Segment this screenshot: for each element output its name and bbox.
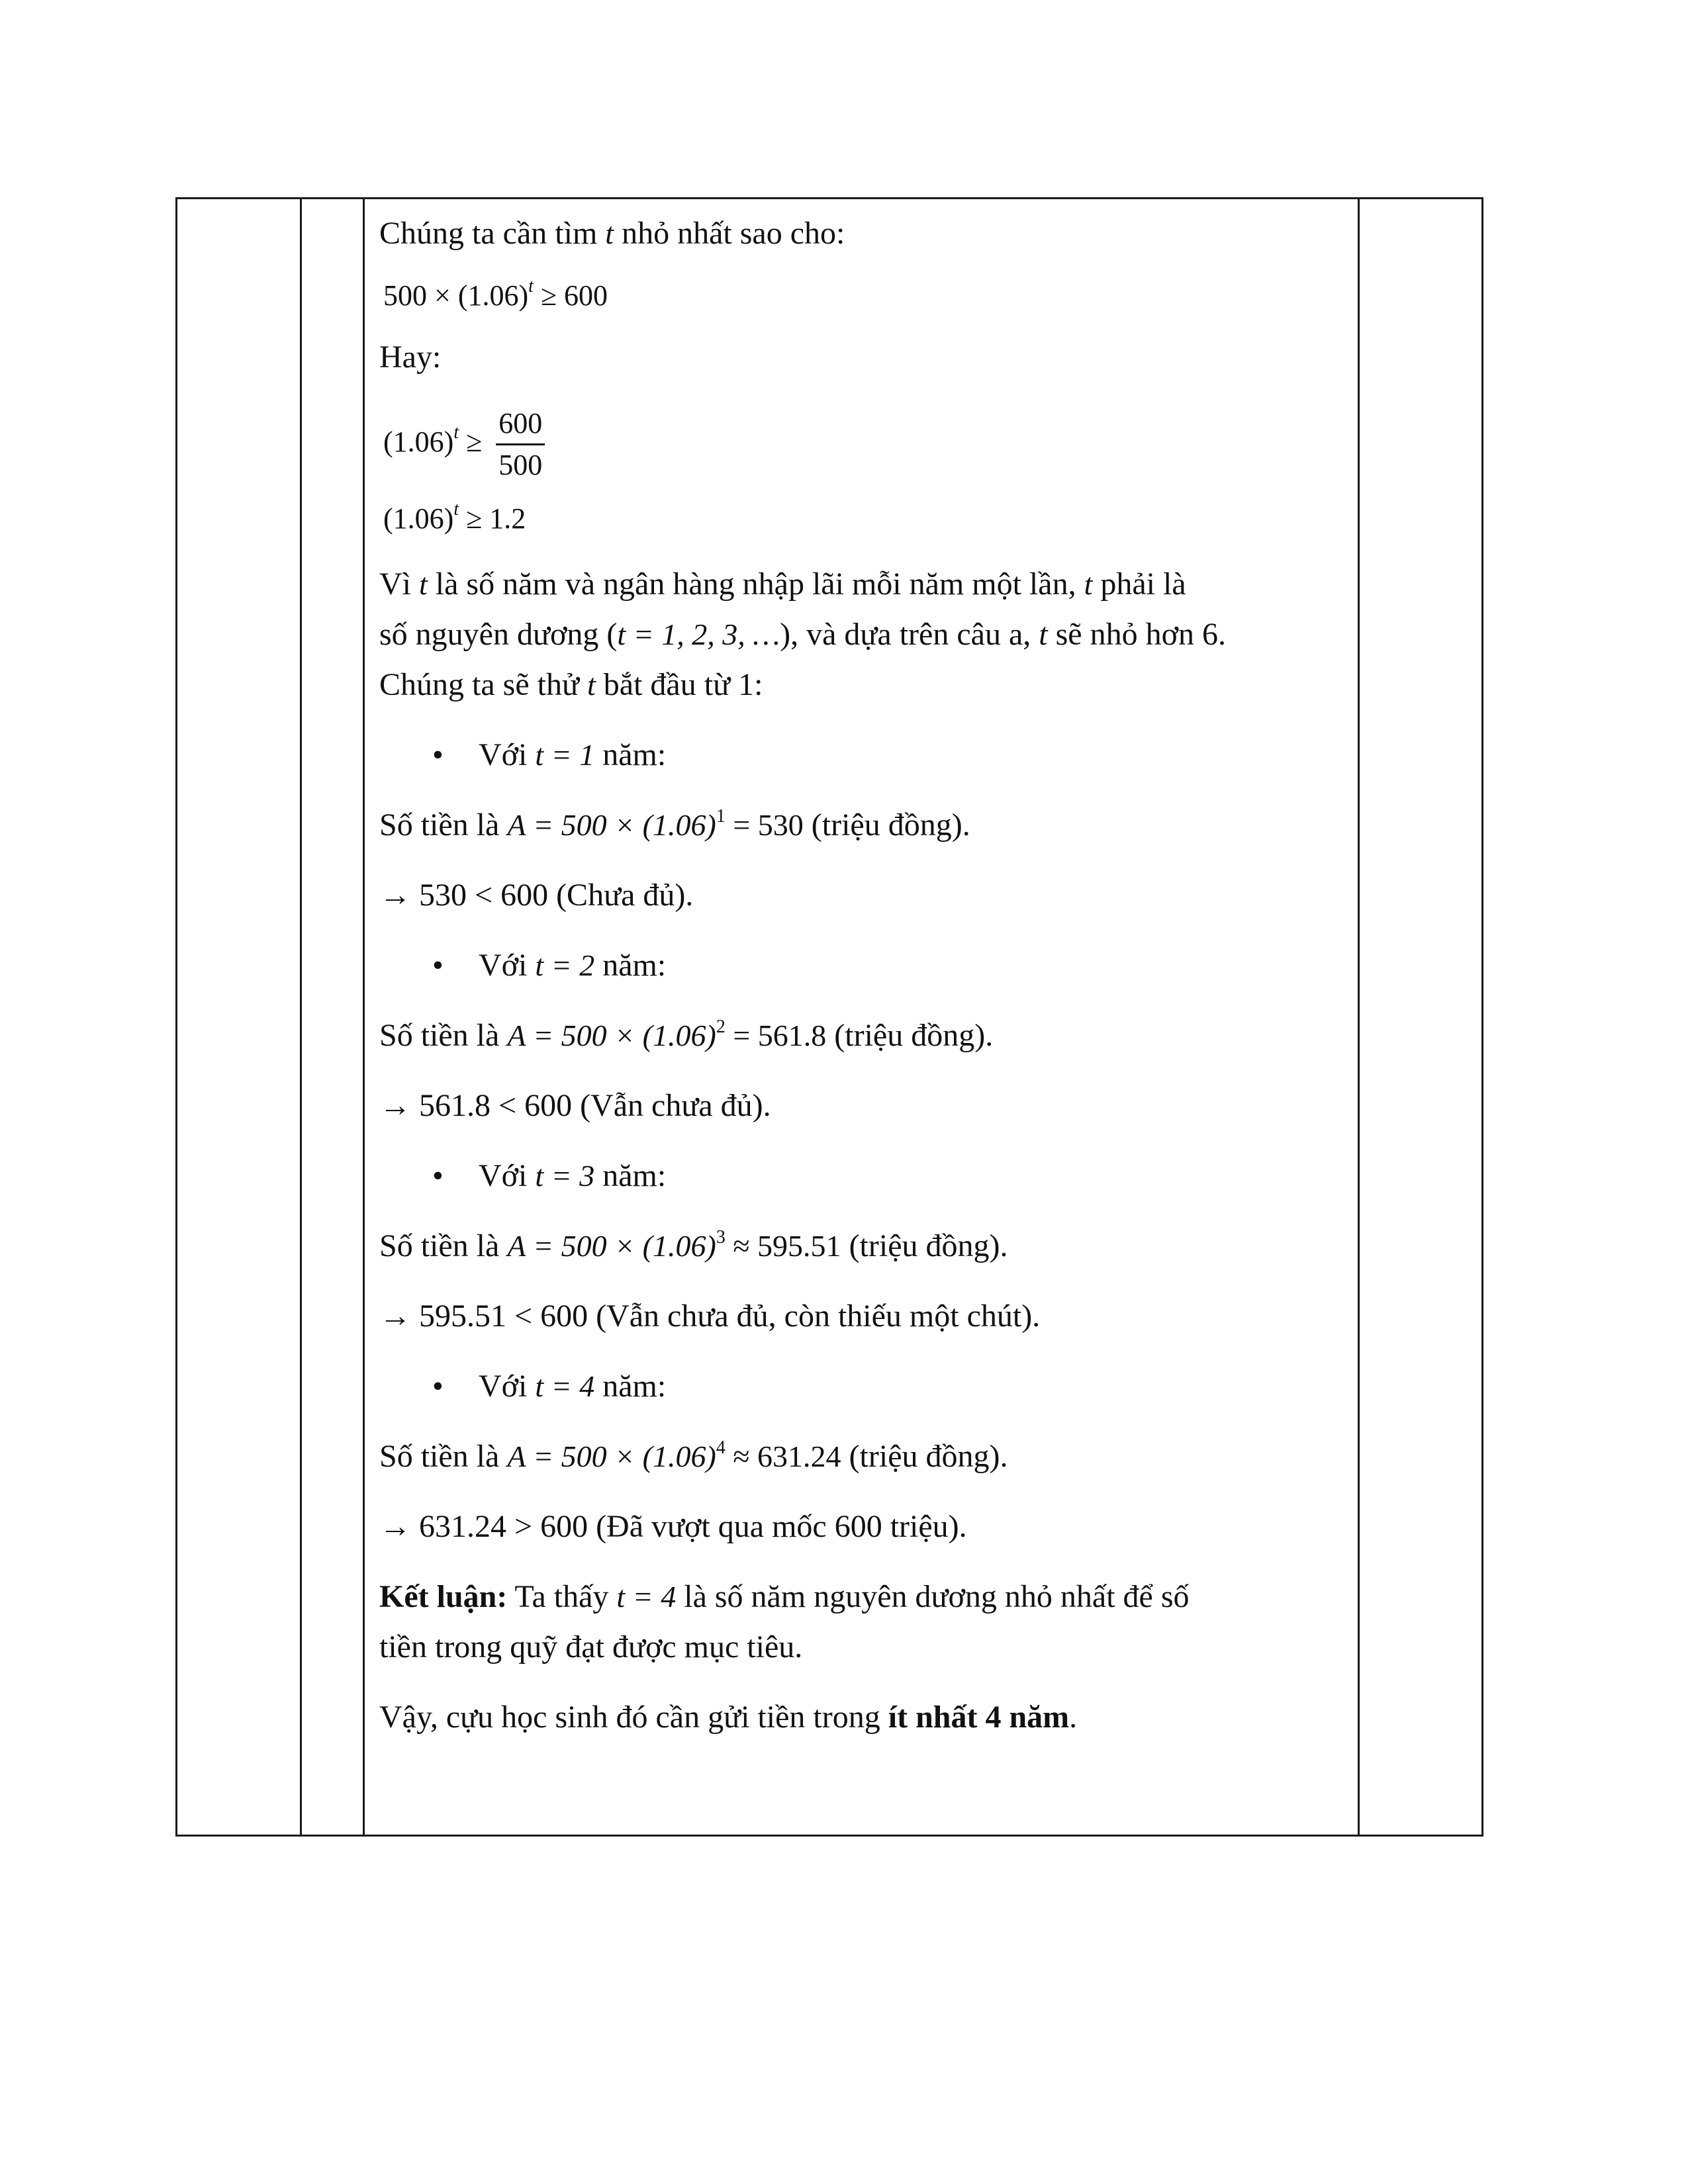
case-amount-3: Số tiền là $A = 500 \times (1.06)^3 \approx 595.51$ (triệu đồng).: [379, 1227, 1008, 1263]
table-cell-empty-1: [177, 199, 301, 1836]
arrow-right-icon: →: [379, 1298, 411, 1334]
case-compare-2: → 561.8 < 600 (Vẫn chưa đủ).: [379, 1088, 771, 1123]
arrow-right-icon: →: [379, 1088, 411, 1123]
case-heading-2: • Với t = 2 năm:: [379, 940, 1338, 991]
bullet-icon: •: [432, 1369, 444, 1404]
case-compare-3: → 595.51 < 600 (Vẫn chưa đủ, còn thiếu một chút).: [379, 1298, 1041, 1334]
inequality-2: $(1.06)^t$ ≥ $\frac{600}{500}$: [379, 402, 1338, 482]
hay-label: Hay:: [379, 340, 442, 375]
case-amount-4: Số tiền là $A = 500 \times (1.06)^4 \approx 631.24$ (triệu đồng).: [379, 1437, 1008, 1474]
inequality-3: $(1.06)^t \ge 1.2$: [383, 499, 526, 535]
inequality-1: $500 \times (1.06)^t \ge 600$: [383, 276, 608, 312]
fraction-denominator: 500: [498, 449, 543, 482]
final-answer: Vậy, cựu học sinh đó cần gửi tiền trong ít nhất 4 năm.: [379, 1700, 1078, 1735]
fraction-numerator: 600: [496, 408, 545, 445]
table-cell-empty-4: [1359, 199, 1483, 1836]
arrow-right-icon: →: [379, 1509, 411, 1544]
bullet-icon: •: [432, 1158, 444, 1193]
table-cell-empty-2: [301, 199, 364, 1836]
conclusion-paragraph: Kết luận: Ta thấy t = 4 là số năm nguyên dương nhỏ nhất để số tiền trong quỹ đạt được mục tiêu.: [379, 1579, 1190, 1664]
answer-table: [175, 197, 1483, 1837]
case-compare-1: → 530 < 600 (Chưa đủ).: [379, 878, 694, 913]
conclusion-label: Kết luận:: [379, 1579, 508, 1614]
arrow-right-icon: →: [379, 878, 411, 913]
case-heading-4: • Với t = 4 năm:: [379, 1361, 1338, 1412]
case-compare-4: → 631.24 > 600 (Đã vượt qua mốc 600 triệu).: [379, 1509, 967, 1544]
fraction: [496, 408, 545, 481]
bullet-icon: •: [432, 737, 444, 772]
intro-line: Chúng ta cần tìm t nhỏ nhất sao cho:: [379, 216, 845, 251]
case-amount-2: Số tiền là $A = 500 \times (1.06)^2 = 561.8$ (triệu đồng).: [379, 1017, 994, 1053]
solution-cell: [364, 199, 1359, 1836]
bullet-icon: •: [432, 948, 444, 983]
final-answer-bold: ít nhất 4 năm: [888, 1700, 1070, 1735]
reasoning-paragraph: Vì t là số năm và ngân hàng nhập lãi mỗi năm một lần, t phải là số nguyên dương (t = 1, 2, 3, …), và dựa trên câu a, t sẽ nhỏ hơn 6. Chúng ta sẽ thử t bắt đầu từ 1:: [379, 567, 1226, 702]
case-heading-3: • Với t = 3 năm:: [379, 1151, 1338, 1201]
case-heading-1: • Với t = 1 năm:: [379, 730, 1338, 780]
table-row: [177, 199, 1483, 1836]
case-amount-1: Số tiền là $A = 500 \times (1.06)^1 = 530$ (triệu đồng).: [379, 806, 970, 842]
